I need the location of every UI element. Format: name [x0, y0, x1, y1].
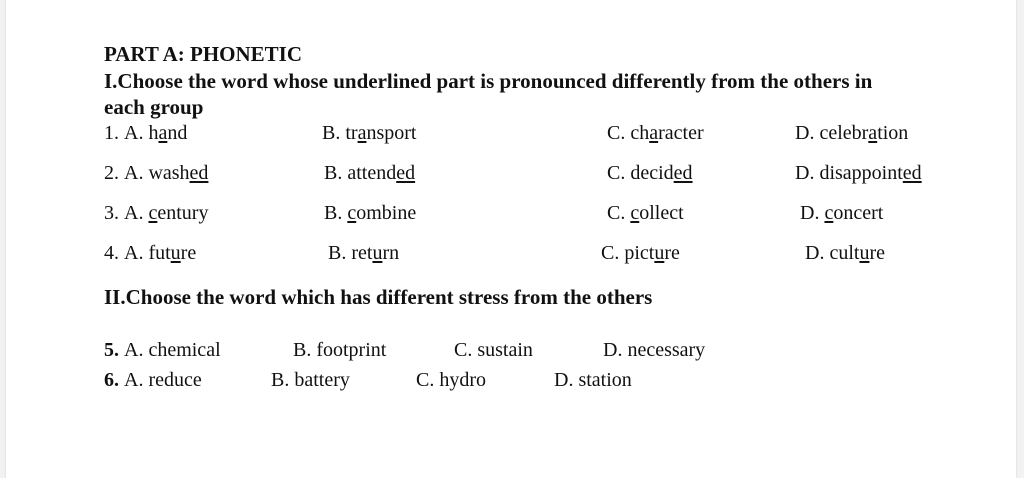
question-3-option-b: B. combine — [324, 202, 417, 224]
document-page — [6, 0, 1016, 478]
question-1-option-c: C. character — [607, 122, 704, 144]
question-2-option-d: D. disappointed — [795, 162, 922, 184]
question-2-option-c: C. decided — [607, 162, 693, 184]
question-4-option-b: B. return — [328, 242, 400, 264]
question-3-option-c: C. collect — [607, 202, 684, 224]
question-3-number: 3. — [104, 202, 119, 224]
question-2-option-b: B. attended — [324, 162, 416, 184]
section2-instruction: II.Choose the word which has different stress from the others — [104, 285, 653, 309]
question-4-option-c: C. picture — [601, 242, 680, 264]
question-3-option-a: A. century — [124, 202, 209, 224]
question-6-option-c: C. hydro — [416, 369, 486, 391]
question-6-option-b: B. battery — [271, 369, 350, 391]
question-4-option-a: A. future — [124, 242, 197, 264]
question-5-number: 5. — [104, 339, 119, 361]
question-4-option-d: D. culture — [805, 242, 885, 264]
section1-instruction-line1: I.Choose the word whose underlined part is pronounced differently from the others in — [104, 69, 873, 93]
question-5-option-d: D. necessary — [603, 339, 706, 361]
question-6-option-d: D. station — [554, 369, 632, 391]
question-5-option-c: C. sustain — [454, 339, 533, 361]
page-title: PART A: PHONETIC — [104, 42, 303, 66]
section1-instruction-line2: each group — [104, 95, 204, 119]
question-5-option-a: A. chemical — [124, 339, 221, 361]
question-1-number: 1. — [104, 122, 119, 144]
question-2-number: 2. — [104, 162, 119, 184]
question-4-number: 4. — [104, 242, 119, 264]
question-3-option-d: D. concert — [800, 202, 884, 224]
question-5-option-b: B. footprint — [293, 339, 387, 361]
question-1-option-d: D. celebration — [795, 122, 909, 144]
question-1-option-a: A. hand — [124, 122, 188, 144]
question-2-option-a: A. washed — [124, 162, 209, 184]
question-6-number: 6. — [104, 369, 119, 391]
question-6-option-a: A. reduce — [124, 369, 202, 391]
question-1-option-b: B. transport — [322, 122, 417, 144]
